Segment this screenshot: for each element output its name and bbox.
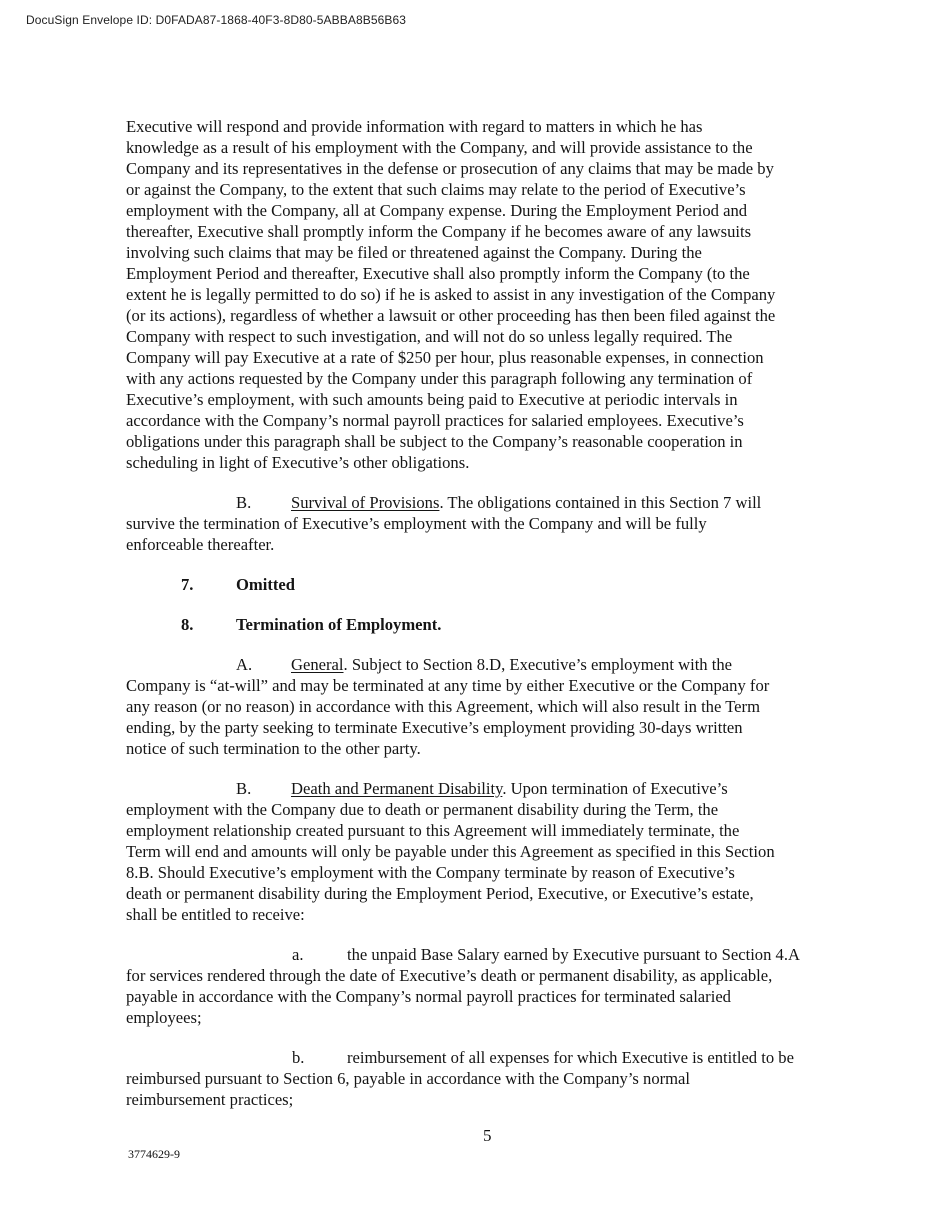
text-line: Company with respect to such investigation, and will not do so unless legally required. The — [126, 327, 733, 346]
text-line: extent he is legally permitted to do so) if he is asked to assist in any investigation of the Company — [126, 285, 776, 304]
text-line: for services rendered through the date of Executive’s death or permanent disability, as applicable, — [126, 966, 773, 985]
subsection-text: . Subject to Section 8.D, Executive’s employment with the — [343, 655, 733, 674]
list-item-b — [126, 1047, 850, 1110]
text-line: with any actions requested by the Company under this paragraph following any termination of — [126, 369, 753, 388]
text-line: Employment Period and thereafter, Executive shall also promptly inform the Company (to the — [126, 264, 750, 283]
text-line: thereafter, Executive shall promptly inform the Company if he becomes aware of any lawsuits — [126, 222, 752, 241]
text-line: shall be entitled to receive: — [126, 905, 305, 924]
subsection-general — [126, 654, 850, 759]
text-line: reimbursement practices; — [126, 1090, 294, 1109]
subsection-text: . Upon termination of Executive’s — [502, 779, 728, 798]
page-number: 5 — [483, 1126, 492, 1145]
section-title: Termination of Employment. — [236, 615, 442, 634]
list-item-text: reimbursement of all expenses for which Executive is entitled to be — [347, 1048, 794, 1067]
list-item-first-line — [126, 944, 850, 965]
subsection-first-line — [126, 778, 850, 799]
list-item-label: a. — [292, 945, 304, 964]
text-line: Company will pay Executive at a rate of $250 per hour, plus reasonable expenses, in connection — [126, 348, 764, 367]
subsection-title: General — [291, 655, 344, 674]
text-line: survive the termination of Executive’s employment with the Company and will be fully — [126, 514, 707, 533]
text-line: death or permanent disability during the Employment Period, Executive, or Executive’s estate, — [126, 884, 754, 903]
text-line: Executive’s employment, with such amounts being paid to Executive at periodic intervals in — [126, 390, 738, 409]
text-line: accordance with the Company’s normal payroll practices for salaried employees. Executive’s — [126, 411, 744, 430]
text-line: scheduling in light of Executive’s other obligations. — [126, 453, 470, 472]
subsection-first-line — [126, 492, 850, 513]
text-line: notice of such termination to the other party. — [126, 739, 421, 758]
subsection-text: . The obligations contained in this Section 7 will — [439, 493, 762, 512]
text-line: Executive will respond and provide information with regard to matters in which he has — [126, 117, 703, 136]
text-line: payable in accordance with the Company’s normal payroll practices for terminated salaried — [126, 987, 731, 1006]
text-line: Company and its representatives in the defense or prosecution of any claims that may be made by — [126, 159, 774, 178]
section-number: 7. — [181, 575, 194, 594]
text-line: 8.B. Should Executive’s employment with the Company terminate by reason of Executive’s — [126, 863, 735, 882]
text-line: employment relationship created pursuant to this Agreement will immediately terminate, the — [126, 821, 740, 840]
text-line: reimbursed pursuant to Section 6, payable in accordance with the Company’s normal — [126, 1069, 691, 1088]
text-line: obligations under this paragraph shall be subject to the Company’s reasonable cooperation in — [126, 432, 743, 451]
text-line: ending, by the party seeking to terminate Executive’s employment providing 30-days written — [126, 718, 743, 737]
section-title: Omitted — [236, 575, 295, 594]
text-line: employment with the Company, all at Company expense. During the Employment Period and — [126, 201, 748, 220]
subsection-survival-of-provisions — [126, 492, 850, 555]
text-line: Term will end and amounts will only be payable under this Agreement as specified in this Section — [126, 842, 775, 861]
document-id: 3774629-9 — [128, 1147, 180, 1161]
text-line: or against the Company, to the extent that such claims may relate to the period of Executive’s — [126, 180, 746, 199]
subsection-death-and-permanent-disability — [126, 778, 850, 925]
docusign-envelope-id: DocuSign Envelope ID: D0FADA87-1868-40F3-8D80-5ABBA8B56B63 — [26, 13, 407, 27]
subsection-first-line — [126, 654, 850, 675]
subsection-label: A. — [236, 655, 253, 674]
section-number: 8. — [181, 615, 194, 634]
section-heading-7 — [126, 574, 850, 595]
text-line: any reason (or no reason) in accordance with this Agreement, which will also result in the Term — [126, 697, 760, 716]
text-line: (or its actions), regardless of whether a lawsuit or other proceeding has then been filed against the — [126, 306, 776, 325]
text-line: involving such claims that may be filed or threatened against the Company. During the — [126, 243, 702, 262]
list-item-first-line — [126, 1047, 850, 1068]
list-item-text: the unpaid Base Salary earned by Executive pursuant to Section 4.A — [347, 945, 800, 964]
text-line: employees; — [126, 1008, 202, 1027]
text-line: Company is “at-will” and may be terminated at any time by either Executive or the Company for — [126, 676, 770, 695]
subsection-label: B. — [236, 493, 252, 512]
list-item-a — [126, 944, 850, 1028]
list-item-label: b. — [292, 1048, 305, 1067]
intro-paragraph — [126, 116, 850, 473]
text-line: employment with the Company due to death or permanent disability during the Term, the — [126, 800, 719, 819]
subsection-title: Survival of Provisions — [291, 493, 440, 512]
text-line: knowledge as a result of his employment with the Company, and will provide assistance to the — [126, 138, 753, 157]
section-heading-8 — [126, 614, 850, 635]
subsection-title: Death and Permanent Disability — [291, 779, 503, 798]
text-line: enforceable thereafter. — [126, 535, 275, 554]
document-page — [126, 116, 850, 1110]
subsection-label: B. — [236, 779, 252, 798]
